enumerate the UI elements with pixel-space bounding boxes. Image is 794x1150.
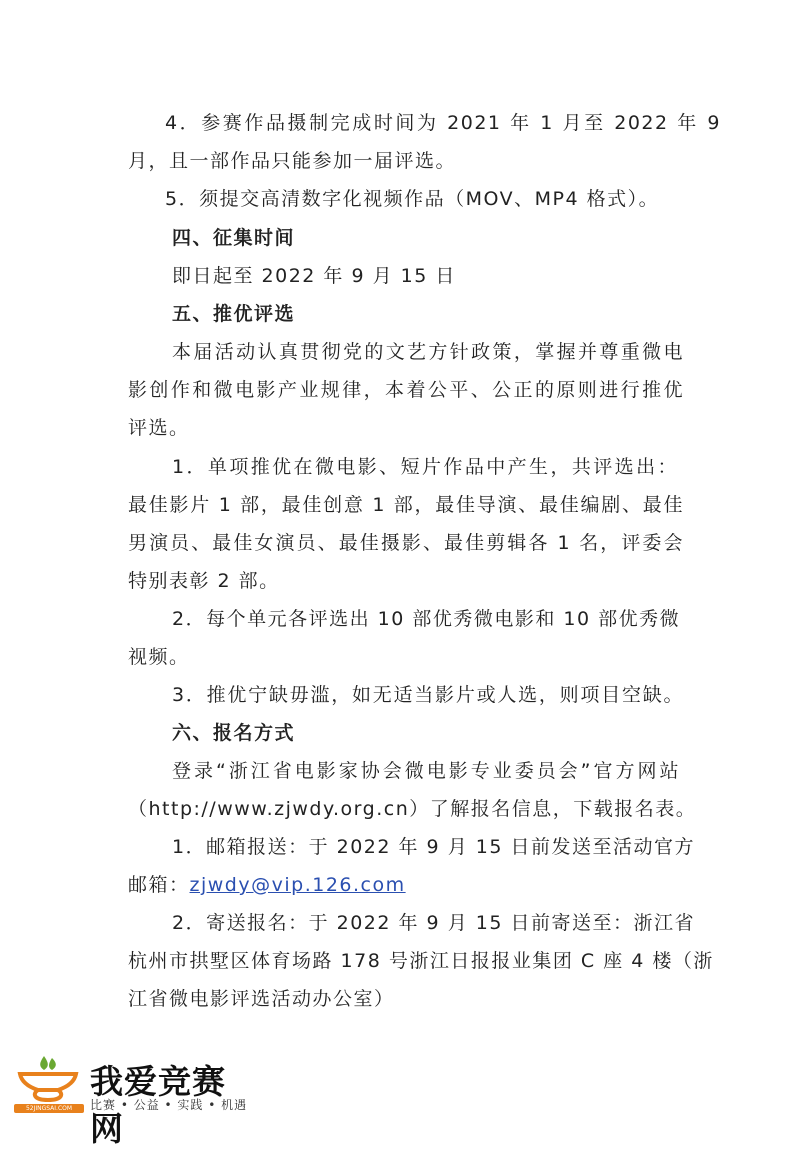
paragraph-line: 即日起至 2022 年 9 月 15 日 xyxy=(172,265,456,287)
paragraph-line: 影创作和微电影产业规律，本着公平、公正的原则进行推优 xyxy=(128,379,684,401)
logo-slogan: 比赛 • 公益 • 实践 • 机遇 xyxy=(90,1098,248,1112)
paragraph-line: 评选。 xyxy=(128,417,190,439)
paragraph-line: 登录“浙江省电影家协会微电影专业委员会”官方网站 xyxy=(172,760,680,782)
paragraph-line: 1．单项推优在微电影、短片作品中产生，共评选出： xyxy=(172,456,678,478)
paragraph-line xyxy=(128,873,688,897)
paragraph-line: 最佳影片 1 部，最佳创意 1 部，最佳导演、最佳编剧、最佳 xyxy=(128,494,684,516)
section-heading-4: 四、征集时间 xyxy=(172,227,296,249)
paragraph-line: 杭州市拱墅区体育场路 178 号浙江日报报业集团 C 座 4 楼（浙 xyxy=(128,950,714,972)
paragraph-line: 月，且一部作品只能参加一届评选。 xyxy=(128,150,457,172)
paragraph-line: 1．邮箱报送：于 2022 年 9 月 15 日前发送至活动官方 xyxy=(172,836,695,858)
paragraph-line: 本届活动认真贯彻党的文艺方针政策，掌握并尊重微电 xyxy=(172,341,684,363)
paragraph-line: 2．寄送报名：于 2022 年 9 月 15 日前寄送至：浙江省 xyxy=(172,912,695,934)
logo-domain: 52JINGSAI.COM xyxy=(14,1104,84,1113)
paragraph-line: 5．须提交高清数字化视频作品（MOV、MP4 格式）。 xyxy=(165,188,660,210)
paragraph-line: 3．推优宁缺毋滥，如无适当影片或人选，则项目空缺。 xyxy=(172,684,684,706)
paragraph-line: 特别表彰 2 部。 xyxy=(128,570,280,592)
paragraph-line: 江省微电影评选活动办公室） xyxy=(128,988,395,1010)
paragraph-line: 2．每个单元各评选出 10 部优秀微电影和 10 部优秀微 xyxy=(172,608,681,630)
site-logo xyxy=(14,1052,254,1148)
paragraph-line: （http://www.zjwdy.org.cn）了解报名信息，下载报名表。 xyxy=(128,798,697,820)
section-heading-6: 六、报名方式 xyxy=(172,722,296,744)
email-link[interactable]: zjwdy@vip.126.com xyxy=(189,874,406,896)
paragraph-line: 男演员、最佳女演员、最佳摄影、最佳剪辑各 1 名，评委会 xyxy=(128,532,684,554)
paragraph-line: 视频。 xyxy=(128,646,190,668)
section-heading-5: 五、推优评选 xyxy=(172,303,296,325)
paragraph-line: 4．参赛作品摄制完成时间为 2021 年 1 月至 2022 年 9 xyxy=(165,112,721,134)
email-label: 邮箱： xyxy=(128,874,190,896)
logo-title: 我爱竞赛网 xyxy=(90,1062,226,1148)
